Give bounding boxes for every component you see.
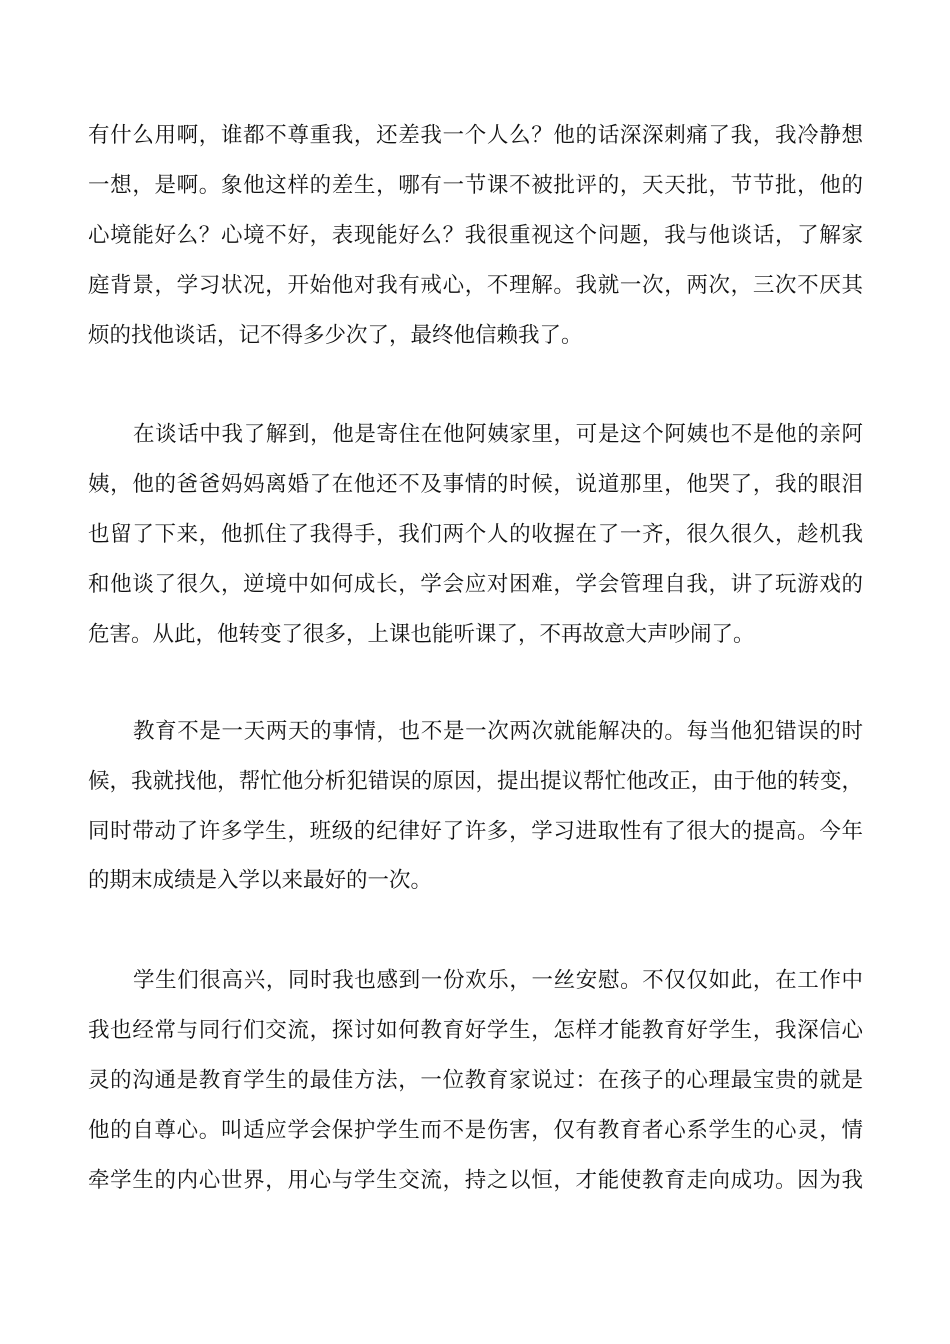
text-line: 有什么用啊，谁都不尊重我，还差我一个人么？他的话深深刺痛了我，我冷静想 xyxy=(88,123,863,148)
text-line: 和他谈了很久，逆境中如何成长，学会应对困难，学会管理自我，讲了玩游戏的 xyxy=(88,572,863,597)
text-line: 心境能好么？心境不好，表现能好么？我很重视这个问题，我与他谈话，了解家 xyxy=(88,223,863,248)
text-line: 学生们很高兴，同时我也感到一份欢乐，一丝安慰。不仅仅如此，在工作中 xyxy=(133,968,863,993)
text-line: 同时带动了许多学生，班级的纪律好了许多，学习进取性有了很大的提高。今年 xyxy=(88,819,863,844)
text-line: 烦的找他谈话，记不得多少次了，最终他信赖我了。 xyxy=(88,323,583,348)
text-line: 一想，是啊。象他这样的差生，哪有一节课不被批评的，天天批，节节批，他的 xyxy=(88,173,863,198)
text-line: 姨，他的爸爸妈妈离婚了在他还不及事情的时候，说道那里，他哭了，我的眼泪 xyxy=(88,472,863,497)
text-line: 我也经常与同行们交流，探讨如何教育好学生，怎样才能教育好学生，我深信心 xyxy=(88,1018,863,1043)
text-line: 教育不是一天两天的事情，也不是一次两次就能解决的。每当他犯错误的时 xyxy=(133,719,863,744)
text-line: 候，我就找他，帮忙他分析犯错误的原因，提出提议帮忙他改正，由于他的转变， xyxy=(88,769,863,794)
text-line: 牵学生的内心世界，用心与学生交流，持之以恒，才能使教育走向成功。因为我 xyxy=(88,1168,863,1193)
text-line: 危害。从此，他转变了很多，上课也能听课了，不再故意大声吵闹了。 xyxy=(88,622,755,647)
text-line: 也留了下来，他抓住了我得手，我们两个人的收握在了一齐，很久很久，趁机我 xyxy=(88,522,863,547)
text-line: 灵的沟通是教育学生的最佳方法，一位教育家说过：在孩子的心理最宝贵的就是 xyxy=(88,1068,863,1093)
text-line: 在谈话中我了解到，他是寄住在他阿姨家里，可是这个阿姨也不是他的亲阿 xyxy=(133,422,863,447)
text-line: 的期末成绩是入学以来最好的一次。 xyxy=(88,868,433,893)
text-line: 庭背景，学习状况，开始他对我有戒心，不理解。我就一次，两次，三次不厌其 xyxy=(88,273,863,298)
text-line: 他的自尊心。叫适应学会保护学生而不是伤害，仅有教育者心系学生的心灵，情 xyxy=(88,1118,863,1143)
